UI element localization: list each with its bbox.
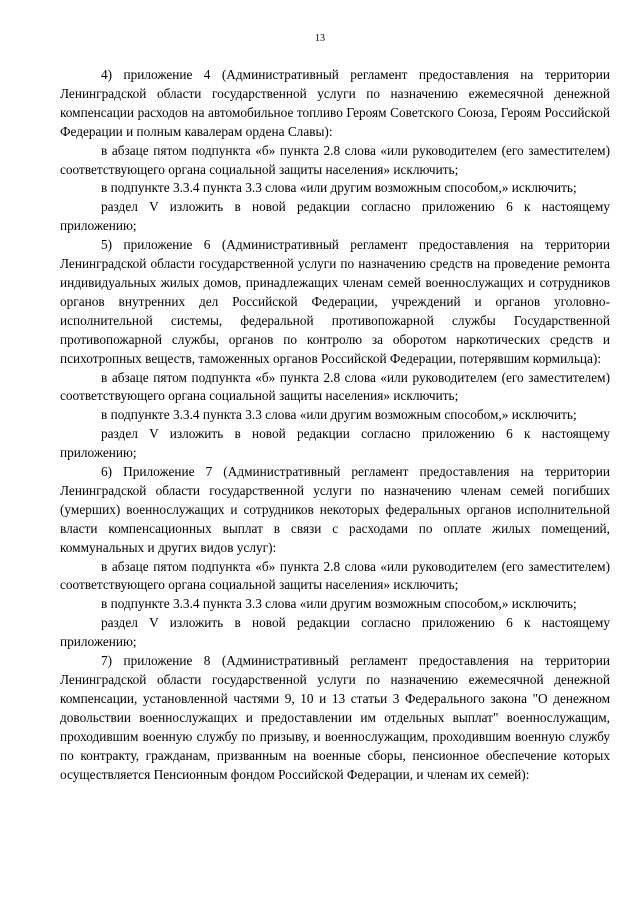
item-7-paragraph: 7) приложение 8 (Административный регламент предоставления на территории Ленинградской области государственной услуги по назначению ежемесячной денежной компенсации, установленной частями 9, 10 и 13 статьи 3 Федерального закона "О денежном довольствии военнослужащих и предоставлении им отдельных выплат" военнослужащим, проходившим военную службу по призыву, и военнослужащим, проходившим военную службу по контракту, гражданам, призванным на военные сборы, пенсионное обеспечение которых осуществляется Пенсионным фондом Российской Федерации, и членам их семей):: [60, 653, 610, 782]
amendment-paragraph: в подпункте 3.3.4 пункта 3.3 слова «или другим возможным способом,» исключить;: [101, 407, 577, 423]
item-4-paragraph: 4) приложение 4 (Административный регламент предоставления на территории Ленинградской области государственной услуги по назначению ежемесячной денежной компенсации расходов на автомобильное топливо Героям Советского Союза, Героям Российской Федерации и полным кавалерам ордена Славы):: [60, 67, 610, 139]
amendment-paragraph: в подпункте 3.3.4 пункта 3.3 слова «или другим возможным способом,» исключить;: [101, 596, 577, 612]
amendment-paragraph: раздел V изложить в новой редакции согласно приложению 6 к настоящему приложению;: [60, 426, 610, 461]
amendment-paragraph: раздел V изложить в новой редакции согласно приложению 6 к настоящему приложению;: [60, 199, 610, 234]
page-number: 13: [315, 33, 325, 44]
amendment-paragraph: в абзаце пятом подпункта «б» пункта 2.8 слова «или руководителем (его заместителем) соответствующего органа социальной защиты населения» исключить;: [60, 558, 610, 593]
document-body: [60, 66, 610, 784]
amendment-paragraph: раздел V изложить в новой редакции согласно приложению 6 к настоящему приложению;: [60, 615, 610, 650]
amendment-paragraph: в абзаце пятом подпункта «б» пункта 2.8 слова «или руководителем (его заместителем) соответствующего органа социальной защиты населения» исключить;: [60, 142, 610, 177]
amendment-paragraph: в подпункте 3.3.4 пункта 3.3 слова «или другим возможным способом,» исключить;: [101, 180, 577, 196]
item-6-paragraph: 6) Приложение 7 (Административный регламент предоставления на территории Ленинградской области государственной услуги по назначению членам семей погибших (умерших) военнослужащих и сотрудников некоторых федеральных органов исполнительной власти компенсационных выплат в связи с расходами по оплате жилых помещений, коммунальных и других видов услуг):: [60, 464, 610, 555]
amendment-paragraph: в абзаце пятом подпункта «б» пункта 2.8 слова «или руководителем (его заместителем) соответствующего органа социальной защиты населения» исключить;: [60, 369, 610, 404]
item-5-paragraph: 5) приложение 6 (Административный регламент предоставления на территории Ленинградской области государственной услуги по назначению средств на проведение ремонта индивидуальных жилых домов, принадлежащих членам семей военнослужащих и сотрудников органов внутренних дел Российской Федерации, учреждений и органов уголовно-исполнительной системы, федеральной противопожарной службы Государственной противопожарной службы, органов по контролю за оборотом наркотических средств и психотропных веществ, таможенных органов Российской Федерации, потерявшим кормильца):: [60, 237, 610, 366]
